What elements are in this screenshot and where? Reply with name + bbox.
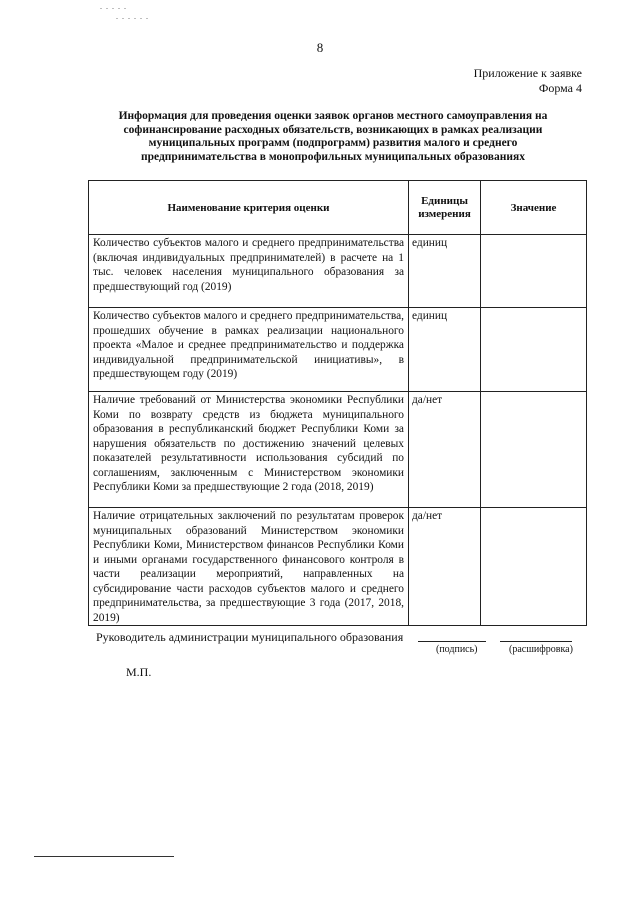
decode-line <box>500 641 572 642</box>
unit-text: да/нет <box>412 510 443 522</box>
stamp-place: М.П. <box>126 665 152 679</box>
criterion-cell <box>89 308 409 392</box>
unit-text: единиц <box>412 310 448 322</box>
criterion-cell <box>89 235 409 308</box>
signature-block <box>96 630 586 655</box>
criterion-cell <box>89 392 409 508</box>
value-cell <box>481 308 587 392</box>
criterion-cell <box>89 508 409 626</box>
value-cell <box>481 508 587 626</box>
header-value: Значение <box>481 181 587 235</box>
unit-text: единиц <box>412 237 448 249</box>
signature-line <box>418 641 486 642</box>
table-row <box>89 508 587 626</box>
criterion-text: Количество субъектов малого и среднего предпринимательства (включая индивидуальных предпринимателей) в расчете на 1 тыс. человек населения муниципального образования за предшествующий год (2019) <box>93 237 404 293</box>
footer-line <box>34 856 174 857</box>
document-title: Информация для проведения оценки заявок органов местного самоуправления на софинансирование расходных обязательств, возникающих в рамках реализации муниципальных программ (подпрограмм) развития малого и среднего предпринимательства в монопрофильных муниципальных образованиях <box>118 110 548 163</box>
table-row <box>89 392 587 508</box>
criteria-table <box>88 180 587 626</box>
header-criterion: Наименование критерия оценки <box>89 181 409 235</box>
scan-mark-top: . . . . . <box>100 2 127 11</box>
appendix-note <box>474 66 582 96</box>
unit-cell <box>409 308 481 392</box>
criterion-text: Наличие отрицательных заключений по результатам проверок муниципальных образований Министерством экономики Республики Коми, Министерством финансов Республики Коми и иными органами государственного финансового контроля в части реализации мероприятий, направленных на субсидирование части расходов субъектов малого и среднего предпринимательства, за предшествующие 3 года (2017, 2018, 2019) <box>93 510 404 624</box>
unit-text: да/нет <box>412 394 443 406</box>
criterion-text: Количество субъектов малого и среднего предпринимательства, прошедших обучение в рамках реализации национального проекта «Малое и среднее предпринимательство и поддержка индивидуальной предпринимательской инициативы», в предшествующем году (2019) <box>93 310 404 380</box>
appendix-line-2: Форма 4 <box>538 81 582 95</box>
header-unit: Единицы измерения <box>409 181 481 235</box>
value-cell <box>481 392 587 508</box>
criterion-text: Наличие требований от Министерства экономики Республики Коми по возврату средств из бюджета муниципального образования в республиканский бюджет Республики Коми за нарушения обязательств по достижению значений целевых показателей результативности использования субсидий по соглашениям, заключенным с Министерством экономики Республики Коми за предшествующие 2 года (2018, 2019) <box>93 394 404 493</box>
page-number: 8 <box>316 40 324 55</box>
table-header-row <box>89 181 587 235</box>
table-row <box>89 235 587 308</box>
unit-cell <box>409 235 481 308</box>
signature-label: Руководитель администрации муниципального образования <box>96 630 404 644</box>
decode-caption: (расшифровка) <box>509 644 573 655</box>
unit-cell <box>409 508 481 626</box>
scan-mark-top-2: . . . . . . <box>116 12 149 21</box>
table-row <box>89 308 587 392</box>
appendix-line-1: Приложение к заявке <box>473 66 582 80</box>
unit-cell <box>409 392 481 508</box>
signature-caption: (подпись) <box>436 644 478 655</box>
value-cell <box>481 235 587 308</box>
